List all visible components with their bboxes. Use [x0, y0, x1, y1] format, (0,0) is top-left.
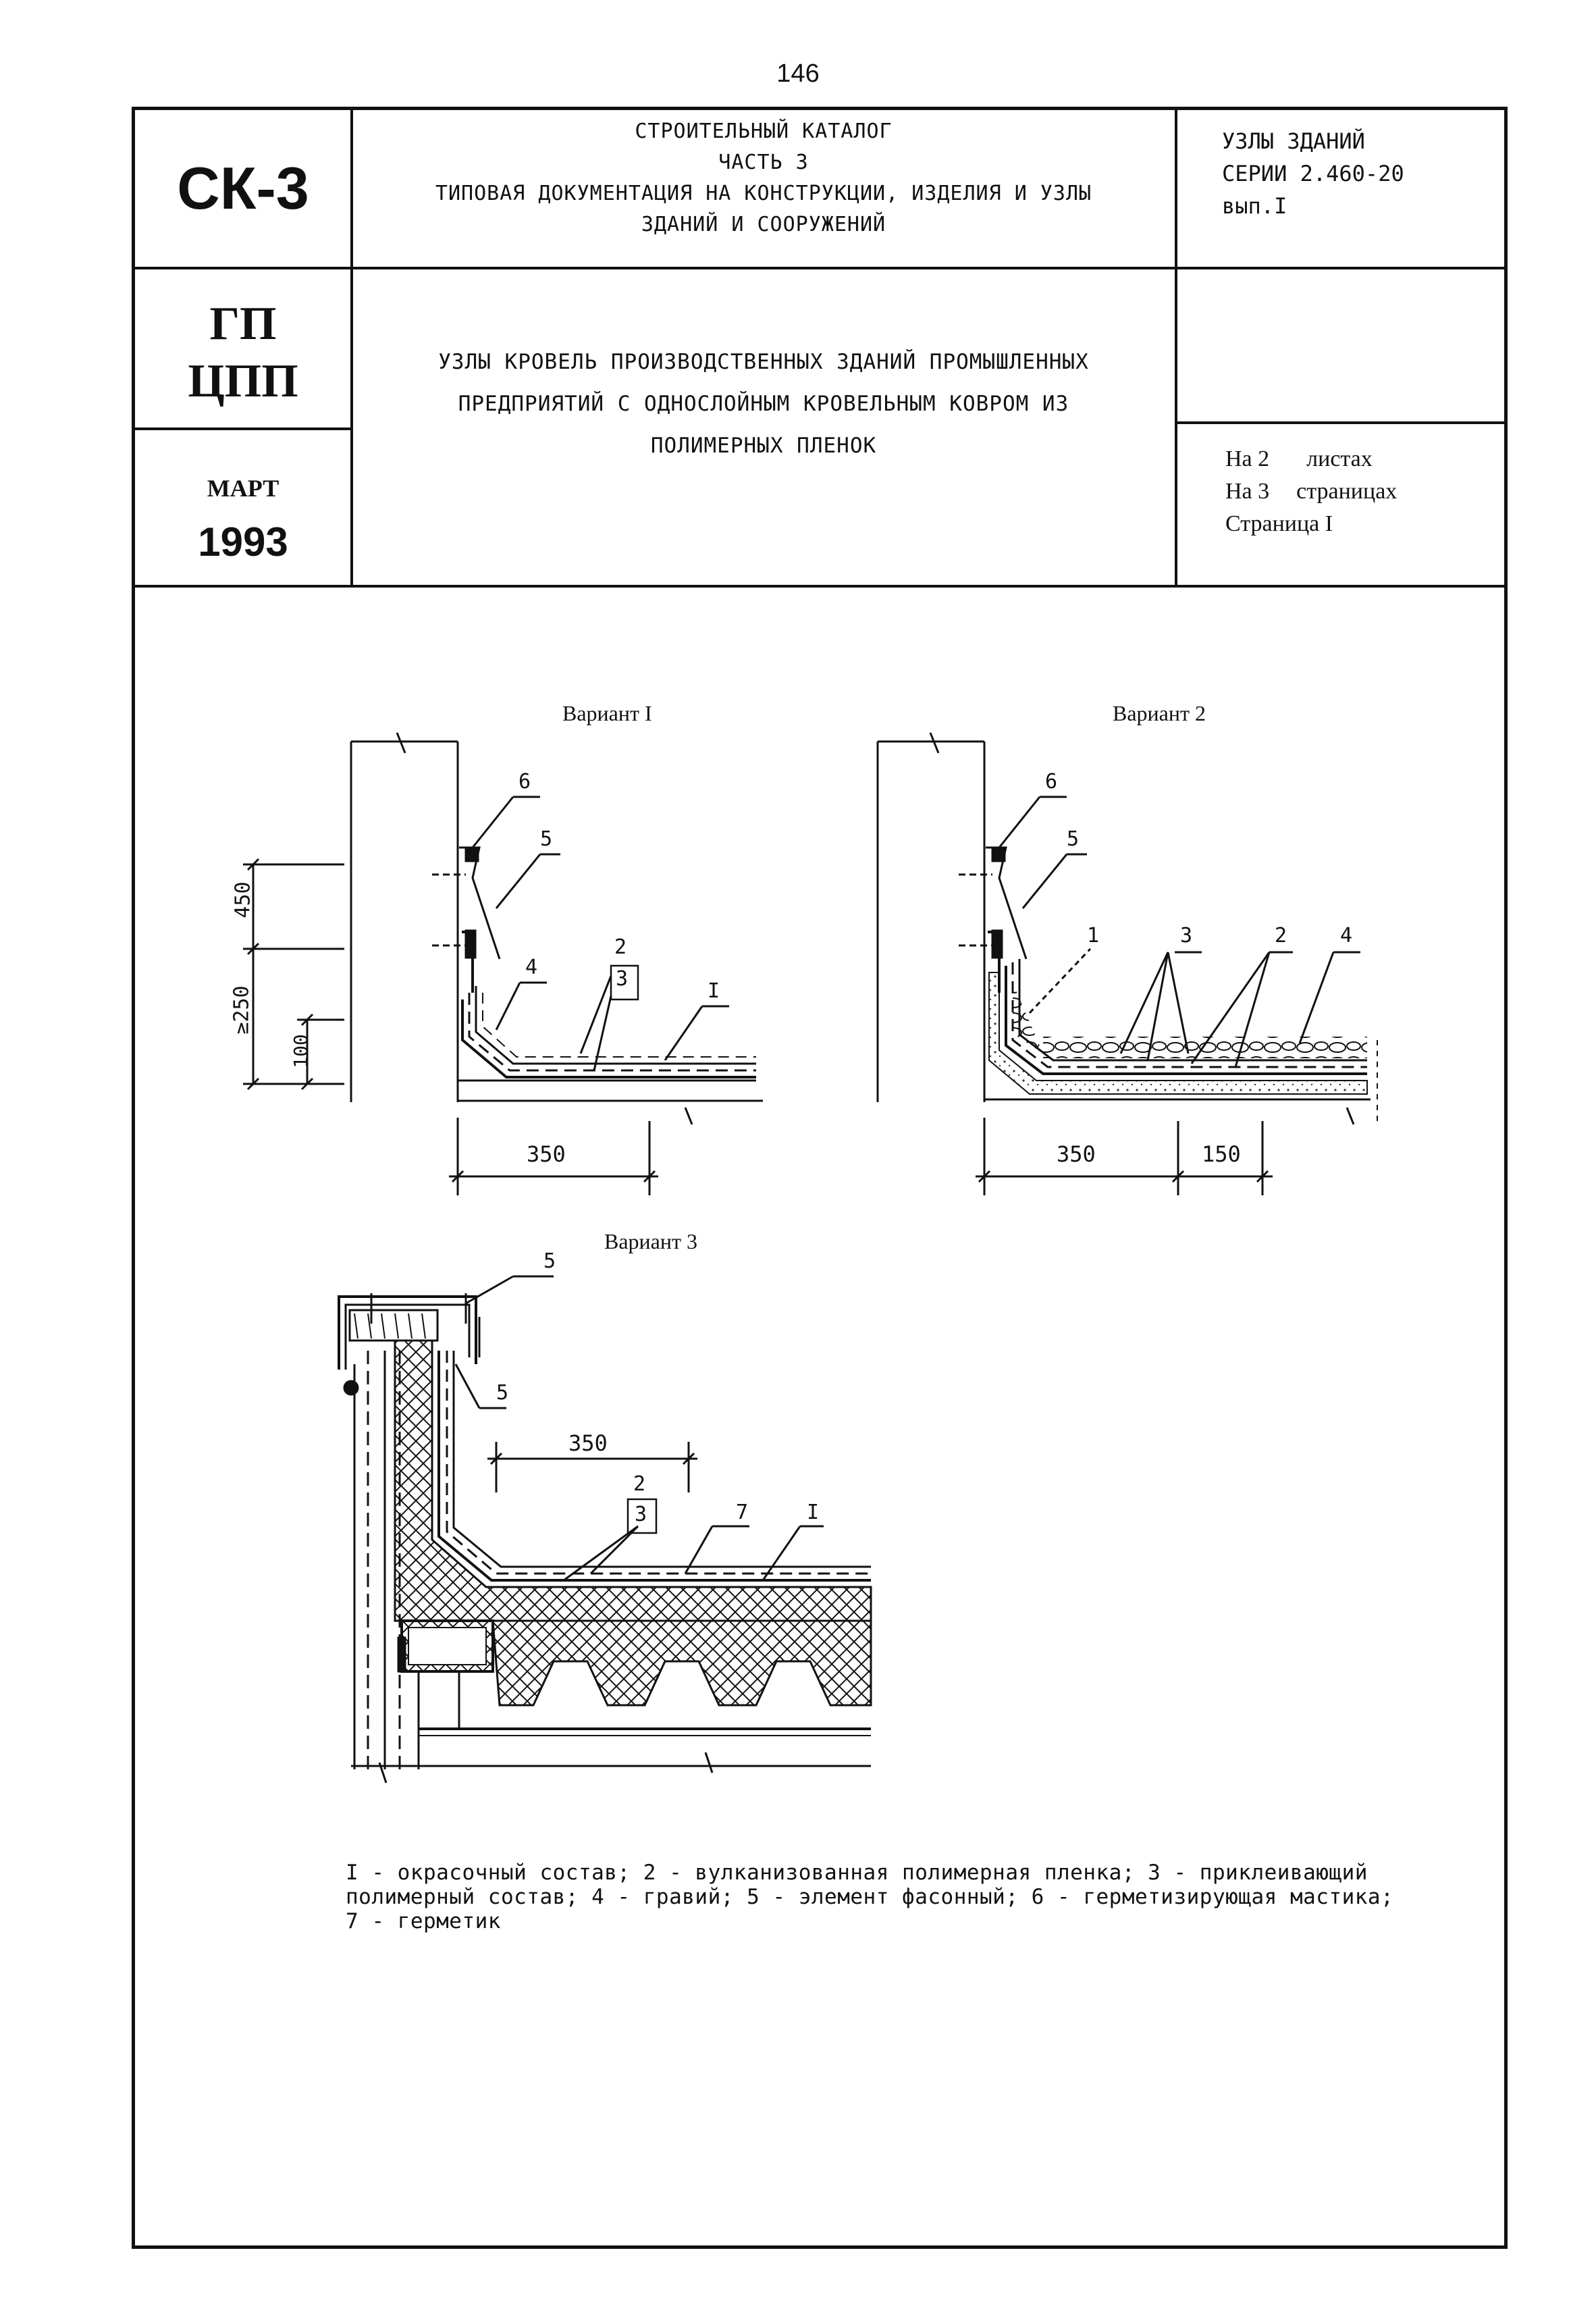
stamp-org-line1: ГП — [209, 298, 277, 350]
v3-callout-2: 2 — [633, 1472, 646, 1496]
v1-callout-2: 2 — [614, 935, 627, 959]
v3-callout-1: I — [807, 1501, 820, 1524]
v1-callout-6: 6 — [518, 770, 531, 794]
catalog-line4: ЗДАНИЙ И СООРУЖЕНИЙ — [641, 213, 886, 236]
variant-1-drawing — [243, 733, 763, 1195]
v2-dim-350: 350 — [1057, 1141, 1096, 1167]
v2-callout-2: 2 — [1275, 924, 1287, 947]
variant-2-drawing — [878, 733, 1377, 1195]
pages-label: На 3 — [1225, 479, 1270, 504]
series-line2: СЕРИИ 2.460-20 — [1222, 161, 1404, 186]
sheets-word: листах — [1306, 446, 1373, 471]
v1-dim-350: 350 — [527, 1141, 566, 1167]
v2-callout-1: 1 — [1087, 924, 1100, 947]
v3-callout-3: 3 — [635, 1503, 647, 1526]
sheets-label: На 2 — [1225, 446, 1270, 471]
series-line3: вып.I — [1222, 193, 1287, 219]
v2-callout-5: 5 — [1067, 827, 1080, 851]
variant-3-caption: Вариант 3 — [604, 1229, 697, 1253]
legend-line3: 7 - герметик — [346, 1909, 501, 1933]
v1-dim-100: 100 — [289, 1034, 312, 1068]
catalog-line2: ЧАСТЬ 3 — [718, 151, 809, 174]
v3-callout-5a: 5 — [543, 1249, 556, 1273]
v3-dim-350: 350 — [568, 1430, 608, 1456]
v1-callout-3: 3 — [616, 967, 629, 991]
title-line2: ПРЕДПРИЯТИЙ С ОДНОСЛОЙНЫМ КРОВЕЛЬНЫМ КОВРОМ ИЗ — [458, 392, 1069, 416]
v2-callout-3: 3 — [1180, 924, 1193, 947]
v1-dim-450: 450 — [231, 881, 255, 918]
variant-1-caption: Вариант I — [562, 701, 652, 725]
stamp-org-line2: ЦПП — [188, 355, 298, 407]
title-line3: ПОЛИМЕРНЫХ ПЛЕНОК — [650, 434, 877, 458]
variant-2-caption: Вариант 2 — [1113, 701, 1206, 725]
v2-callout-4: 4 — [1340, 924, 1353, 947]
stamp-code: СК-3 — [177, 155, 309, 222]
legend-line2: полимерный состав; 4 - гравий; 5 - элемент фасонный; 6 - герметизирующая мастика; — [346, 1885, 1394, 1909]
title-line1: УЗЛЫ КРОВЕЛЬ ПРОИЗВОДСТВЕННЫХ ЗДАНИЙ ПРОМЫШЛЕННЫХ — [438, 350, 1089, 374]
v1-callout-1: I — [708, 979, 720, 1003]
v3-callout-5b: 5 — [496, 1381, 509, 1405]
legend — [346, 1861, 1480, 1933]
v1-callout-4: 4 — [525, 956, 538, 979]
v2-callout-6: 6 — [1045, 770, 1058, 794]
catalog-line3: ТИПОВАЯ ДОКУМЕНТАЦИЯ НА КОНСТРУКЦИИ, ИЗДЕЛИЯ И УЗЛЫ — [435, 182, 1092, 205]
series-line1: УЗЛЫ ЗДАНИЙ — [1222, 128, 1365, 154]
v3-callout-7: 7 — [736, 1501, 749, 1524]
page-number: 146 — [776, 59, 820, 88]
v1-callout-5: 5 — [540, 827, 553, 851]
legend-line1: I - окрасочный состав; 2 - вулканизованная полимерная пленка; 3 - приклеивающий — [346, 1861, 1368, 1885]
stamp-month: МАРТ — [207, 475, 280, 502]
catalog-line1: СТРОИТЕЛЬНЫЙ КАТАЛОГ — [635, 120, 893, 143]
stamp-year: 1993 — [198, 519, 288, 565]
page-line: Страница I — [1225, 511, 1333, 536]
v2-dim-150: 150 — [1202, 1141, 1241, 1167]
variant-3-drawing — [339, 1276, 871, 1783]
v1-dim-250: ≥250 — [230, 985, 254, 1035]
pages-word: страницах — [1296, 479, 1398, 504]
